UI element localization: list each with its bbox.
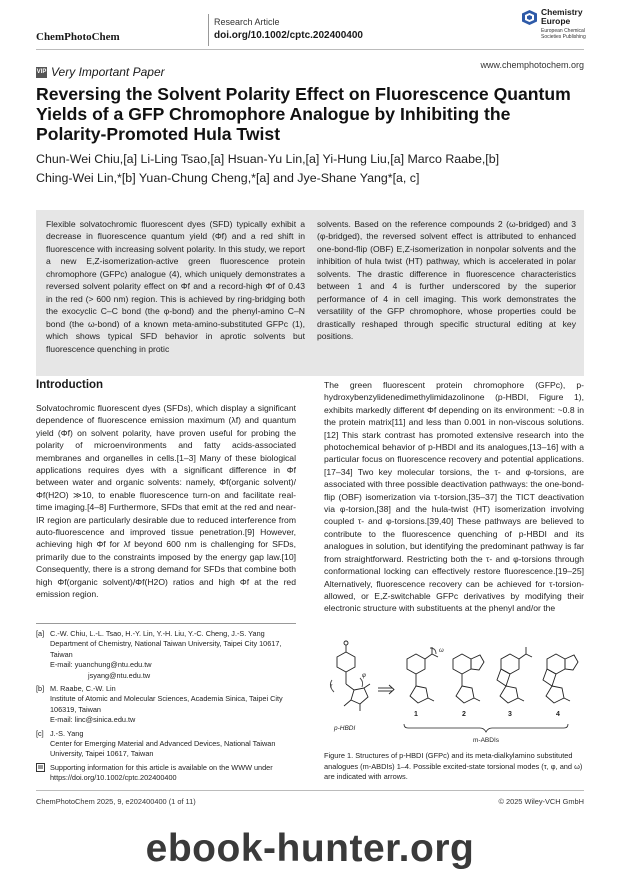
- watermark: ebook-hunter.org: [145, 827, 475, 870]
- label-phbdi: p-HBDI: [334, 725, 356, 732]
- affiliation-c: [36, 729, 296, 760]
- affiliation-authors: J.-S. Yang: [50, 728, 84, 738]
- affiliation-email[interactable]: E-mail: linc@sinica.edu.tw: [50, 715, 136, 725]
- label-compound-3: 3: [508, 711, 512, 718]
- label-compound-2: 2: [462, 711, 466, 718]
- affiliation-tag: [a]: [36, 629, 45, 638]
- affiliation-institution: Institute of Atomic and Molecular Sciences, Academia Sinica, Taipei City 106319, Taiwan: [50, 694, 283, 714]
- affiliation-email[interactable]: jsyang@ntu.edu.tw: [88, 670, 151, 680]
- section-heading-introduction: Introduction: [36, 379, 104, 391]
- structure-2: [453, 654, 484, 703]
- structure-4: [543, 654, 578, 703]
- vip-label: Very Important Paper: [51, 65, 165, 79]
- label-tau: τ: [330, 684, 333, 690]
- affiliation-authors: C.-W. Chiu, L.-L. Tsao, H.-Y. Lin, Y.-H. Liu, Y.-C. Cheng, J.-S. Yang: [50, 629, 265, 638]
- figure-1: [324, 640, 584, 748]
- document-icon: [36, 763, 45, 772]
- affiliations: [36, 629, 296, 787]
- footer-copyright: © 2025 Wiley-VCH GmbH: [498, 797, 584, 806]
- header-divider: [208, 14, 209, 46]
- reaction-arrow: [378, 685, 394, 694]
- publisher-logo-icon: [522, 10, 537, 25]
- abstract-right: solvents. Based on the reference compounds 2 (ω-bridged) and 3 (φ-bridged), the reversed solvent effect is attributed to enhanced one-bond-flip (OBF) E,Z-isomerization in nonpolar solvents and the inhibition of hula twist (HT) pathway, which is accelerated in polar solvents. The drastic difference in fluorescence characteristics between 1 and 4 is further underscored by the superior performance of 4 in cell imaging. This work demonstrates the versatility of the GFP chromophore, whose properties could be drastically reshaped through specific structural editing at key positions.: [317, 219, 576, 342]
- publisher-sub-line1: European Chemical: [541, 28, 585, 34]
- journal-name: ChemPhotoChem: [36, 31, 120, 43]
- publisher-sub-line2: Societies Publishing: [541, 34, 586, 40]
- article-title: Reversing the Solvent Polarity Effect on Fluorescence Quantum Yields of a GFP Chromophore Analogue by Inhibiting the Polarity-Promoted Hula Twist: [36, 84, 571, 144]
- supporting-info-note: [36, 763, 296, 784]
- publisher-logo: [522, 8, 602, 50]
- affiliation-tag: [b]: [36, 684, 45, 694]
- affiliation-rule: [36, 623, 296, 624]
- affiliation-institution: Center for Emerging Material and Advanced Devices, National Taiwan University, Taipei 10617, Taiwan: [50, 739, 276, 759]
- abstract-left: Flexible solvatochromic fluorescent dyes (SFD) typically exhibit a decrease in fluorescence quantum yield (Φf) and a red shift in fluorescence with increasing solvent polarity. In this study, we report a new E,Z-isomerization-active green fluorescence protein chromophore (GFPc) analogue (4), which uniquely demonstrates a reversed solvent polarity effect on Φf and a record-high Φf of 0.43 in the red (> 600 nm) region. This is achieved by ring-bridging both the exocyclic C–C bond (the φ-bond) and the phenyl-amino C–N bond (the ω-bond) of a known meta-amino-substituted GFPc (1), which shows typical SFD behavior in aprotic solvents but fluorescence quenching in protic: [46, 219, 305, 354]
- group-brace: [404, 724, 568, 732]
- intro-left-text: Solvatochromic fluorescent dyes (SFDs), which display a significant dependence of fluorescence emission maximum (λf) and quantum yield (Φf) on solvent polarity, have proven useful for probing the polarity of microenvironments and fatty acids-associated membranes and organelles in cells.[1–3] Many of these biological applications requires dyes with a significant difference in Φf between water and organic solvents: namely, Φf(organic solvent)/Φf(H2O) ≫10, to enable fluorescence turn-on and facilitate real-time imaging.[4–8] Furthermore, SFDs that emit at the red and near-IR region are particularly desirable due to reduced interference from auto-fluorescence and improved tissue penetration.[9] However, achieving high Φf for λf beyond 600 nm is challenging for SFDs, primarily due to the constraints imposed by the energy gap law.[10] Consequently, there is a strong demand for SFDs that combine both high Φf(organic solvent)/Φf(H2O) ratios and high Φf at the red emission region.: [36, 403, 296, 600]
- label-omega: ω: [439, 648, 444, 654]
- supporting-info-text[interactable]: Supporting information for this article is available on the WWW under https://doi.org/10.1002/cptc.202400400: [50, 762, 273, 783]
- affiliation-institution: Department of Chemistry, National Taiwan University, Taipei City 10617, Taiwan: [50, 639, 282, 659]
- publisher-name-line1: Chemistry: [541, 7, 583, 17]
- label-mabdis: m-ABDIs: [473, 737, 499, 744]
- label-compound-1: 1: [414, 711, 418, 718]
- article-type: Research Article: [214, 17, 280, 27]
- doi-link[interactable]: doi.org/10.1002/cptc.202400400: [214, 30, 363, 41]
- publisher-name: [541, 8, 583, 26]
- figure-caption: Figure 1. Structures of p-HBDI (GFPc) and its meta-dialkylamino substituted analogues (m-ABDIs) 1–4. Possible excited-state torsional modes (τ, φ, and ω) are indicated with arrows.: [324, 751, 583, 781]
- publisher-name-line2: Europe: [541, 16, 571, 26]
- author-line-2: Ching-Wei Lin,*[b] Yuan-Chung Cheng,*[a] and Jye-Shane Yang*[a, c]: [36, 171, 420, 185]
- author-line-1: Chun-Wei Chiu,[a] Li-Ling Tsao,[a] Hsuan-Yu Lin,[a] Yi-Hung Liu,[a] Marco Raabe,[b]: [36, 152, 500, 166]
- affiliation-tag: [c]: [36, 728, 44, 738]
- structure-3: [497, 647, 532, 703]
- author-list: [36, 150, 584, 188]
- footer-citation: ChemPhotoChem 2025, 9, e202400400 (1 of 11): [36, 797, 196, 806]
- affiliation-a: [36, 629, 296, 681]
- header-rule: [36, 49, 584, 50]
- publisher-subtitle: [541, 28, 586, 40]
- affiliation-email[interactable]: E-mail: yuanchung@ntu.edu.tw: [50, 660, 152, 670]
- footer-rule: [36, 790, 584, 791]
- website-link[interactable]: www.chemphotochem.org: [480, 60, 584, 70]
- structure-1: [407, 647, 438, 703]
- affiliation-authors: M. Raabe, C.-W. Lin: [50, 684, 116, 694]
- abstract-box: [36, 210, 584, 376]
- intro-right-text: The green fluorescent protein chromophore (GFPc), p-hydroxybenzylidenedimethylimidazolinone (p-HBDI, Figure 1), exhibits markedly different Φf depending on its environment: ~0.8 in the protein matrix[11] and less than 0.001 in non-viscous solutions.[12] This stark contrast has promoted extensive research into the photochemical behavior of p-HBDI and its analogues,[13–16] with a particular focus on fluorescence recovery and potential applications.[17–34] Two key molecular torsions, the τ- and φ-torsions, are associated with three possible deactivation pathways: the one-bond-flip (OBF) isomerization via τ-torsion,[35–37] the TICT deactivation via φ-torsion,[38] and the hula-twist (HT) isomerization involving coupled τ- and φ-torsions.[39,40] These pathways are believed to contribute to the fluorescence quenching of p-HBDI and its analogues in solution, but identifying the predominant pathway is far from straightforward. Restricting both the τ- and φ-torsions through conformational locking can effectively restore fluorescence.[19–25] Alternatively, fluorescence recovery can be achieved for τ-torsion-allowed, or E,Z-switchable GFPc derivatives by modifying their electronic structure with substituents at the phenyl and/or the: [324, 380, 584, 614]
- affiliation-b: [36, 684, 296, 726]
- label-compound-4: 4: [556, 711, 560, 718]
- label-phi: φ: [362, 673, 366, 679]
- vip-badge: VIP: [36, 67, 47, 78]
